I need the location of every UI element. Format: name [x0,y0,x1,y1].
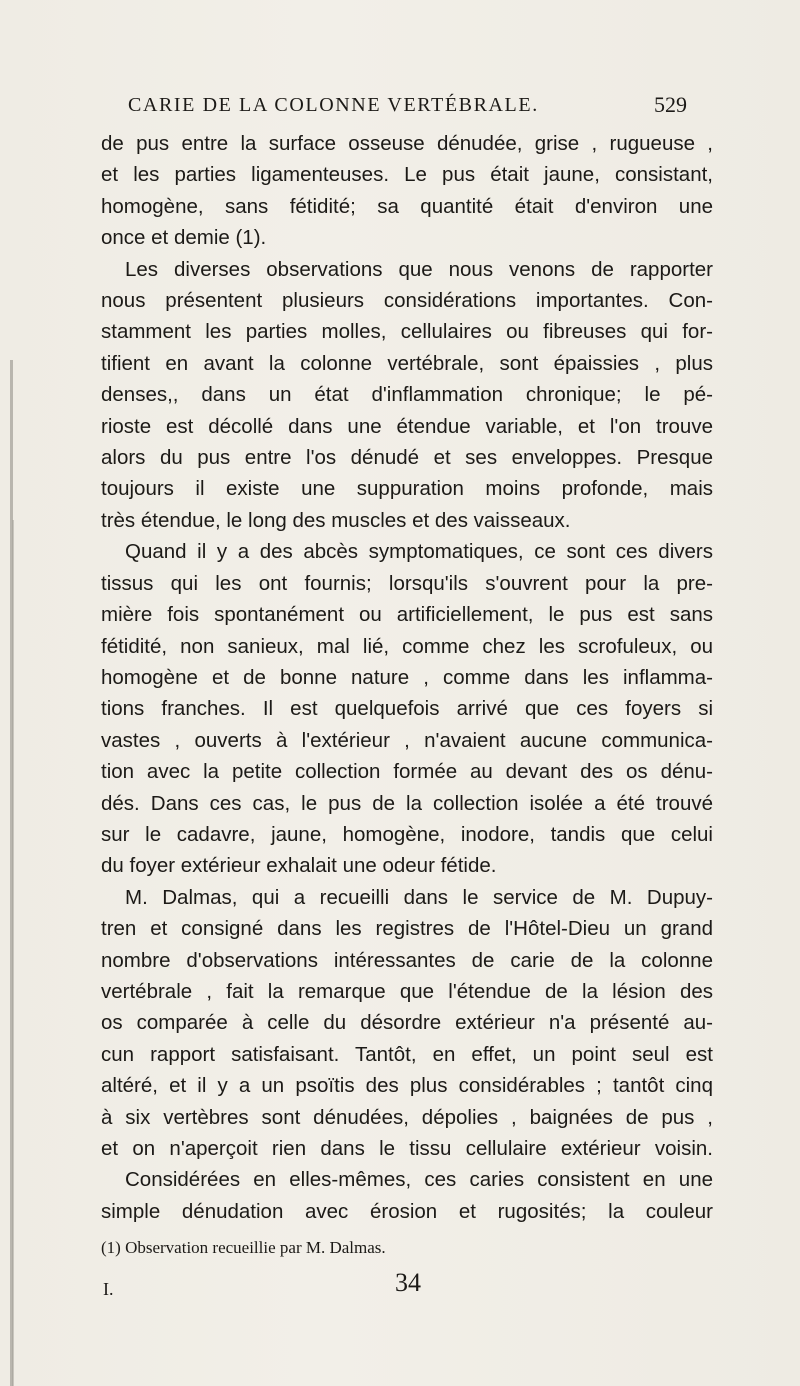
page-number: 529 [654,92,687,117]
text-line: toujours il existe une suppuration moins profonde, mais [101,477,713,501]
page-edge-line [12,520,14,1386]
text-line: rioste est décollé dans une étendue variable, et l'on trouve [101,414,713,438]
text-line: homogène et de bonne nature , comme dans les inflamma- [101,665,713,689]
footnote: (1) Observation recueillie par M. Dalmas. [101,1238,386,1257]
text-line: simple dénudation avec érosion et rugosités; la couleur [101,1199,713,1223]
text-line: tissus qui les ont fournis; lorsqu'ils s'ouvrent pour la pre- [101,571,713,595]
text-line: once et demie (1). [101,226,267,250]
text-line: cun rapport satisfaisant. Tantôt, en effet, un point seul est [101,1042,713,1066]
sheet-number: 34 [395,1268,421,1297]
text-line: fétidité, non sanieux, mal lié, comme chez les scrofuleux, ou [101,634,713,658]
text-line: vastes , ouverts à l'extérieur , n'avaient aucune communica- [101,728,713,752]
text-line: de pus entre la surface osseuse dénudée, grise , rugueuse , [101,132,713,155]
text-line: tifient en avant la colonne vertébrale, sont épaissies , plus [101,351,713,375]
text-line: vertébrale , fait la remarque que l'étendue de la lésion des [101,979,713,1003]
text-line: M. Dalmas, qui a recueilli dans le service de M. Dupuy- [125,885,713,909]
text-line: stamment les parties molles, cellulaires ou fibreuses qui for- [101,320,713,344]
text-line: tren et consigné dans les registres de l'Hôtel-Dieu un grand [101,917,713,941]
text-line: homogène, sans fétidité; sa quantité était d'environ une [101,194,713,218]
text-line: Quand il y a des abcès symptomatiques, ce sont ces divers [125,540,713,564]
signature-mark: I. [103,1279,114,1299]
text-line: Considérées en elles-mêmes, ces caries consistent en une [125,1168,713,1192]
text-line: du foyer extérieur exhalait une odeur fétide. [101,854,497,878]
text-line: tion avec la petite collection formée au devant des os dénu- [101,760,713,784]
text-line: sur le cadavre, jaune, homogène, inodore, tandis que celui [101,822,713,846]
text-line: mière fois spontanément ou artificiellement, le pus est sans [101,603,713,627]
text-line: os comparée à celle du désordre extérieur n'a présenté au- [101,1011,713,1035]
running-head: CARIE DE LA COLONNE VERTÉBRALE. [128,94,539,116]
text-line: Les diverses observations que nous venons de rapporter [125,257,713,281]
text-line: dés. Dans ces cas, le pus de la collection isolée a été trouvé [101,791,713,815]
text-line: nombre d'observations intéressantes de carie de la colonne [101,948,713,972]
body-text [101,128,713,1227]
text-line: à six vertèbres sont dénudées, dépolies , baignées de pus , [101,1105,713,1129]
text-line: très étendue, le long des muscles et des vaisseaux. [101,508,571,532]
text-line: altéré, et il y a un psoïtis des plus considérables ; tantôt cinq [101,1074,713,1098]
text-line: et on n'aperçoit rien dans le tissu cellulaire extérieur voisin. [101,1137,713,1160]
text-line: tions franches. Il est quelquefois arrivé que ces foyers si [101,697,713,721]
text-line: denses,, dans un état d'inflammation chronique; le pé- [101,383,713,407]
page-header [95,94,695,122]
text-line: nous présentent plusieurs considérations importantes. Con- [101,289,713,313]
text-line: alors du pus entre l'os dénudé et ses enveloppes. Presque [101,446,713,470]
text-line: et les parties ligamenteuses. Le pus était jaune, consistant, [101,163,713,187]
